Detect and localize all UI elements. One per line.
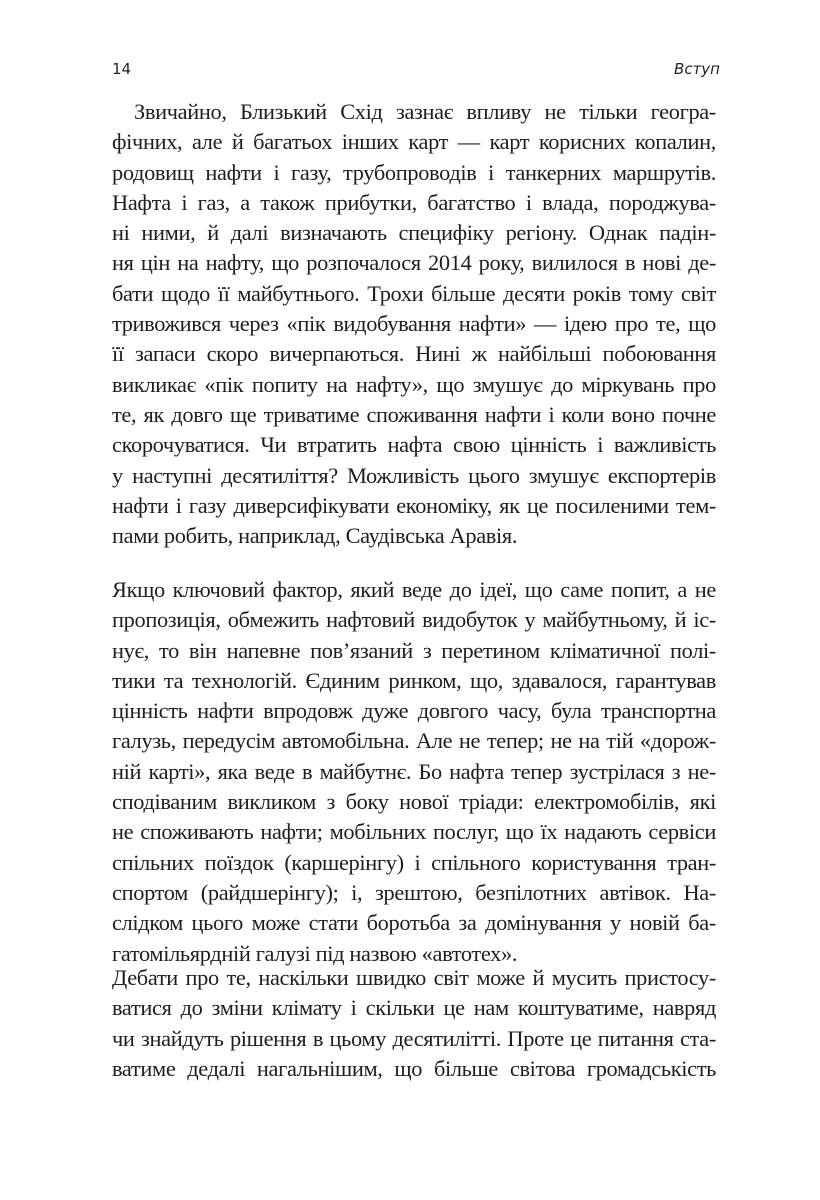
text-line: пропозиція, обмежить нафтовий видобуток у майбутньому, й іс- (112, 607, 716, 633)
text-line: Якщо ключовий фактор, який веде до ідеї, що саме попит, а не (112, 577, 716, 602)
text-line: сподіваним викликом з боку нової тріади: електромобілів, які (112, 789, 716, 815)
text-line: чи знайдуть рішення в цьому десятилітті. Проте це питання ста- (112, 1025, 716, 1051)
text-line: Дебати про те, наскільки швидко світ може й мусить пристосу- (112, 965, 716, 990)
text-line: цінність нафти впродовж дуже довгого часу, була транспортна (112, 698, 716, 724)
text-line: ватиме дедалі нагальнішим, що більше світова громадськість (112, 1055, 716, 1081)
text-line: нує, то він напевне пов’язаний з перетином кліматичної полі- (112, 637, 716, 663)
text-line: нафти і газу диверсифікувати економіку, як це посиленими тем- (112, 492, 716, 518)
text-line: ватися до зміни клімату і скільки це нам коштуватиме, навряд (112, 995, 716, 1021)
paragraph-1 (112, 97, 716, 551)
text-line: фічних, але й багатьох інших карт — карт корисних копалин, (112, 129, 716, 155)
text-line: Нафта і газ, а також прибутки, багатство і влада, породжува- (112, 189, 716, 215)
text-line: бати щодо її майбутнього. Трохи більше десяти років тому світ (112, 280, 716, 306)
text-line: пами робить, наприклад, Саудівська Аравія. (112, 523, 518, 549)
text-line: слідком цього може стати боротьба за домінування у новій ба- (112, 910, 716, 936)
text-line: спортом (райдшерінгу); і, зрештою, безпілотних автівок. На- (112, 879, 716, 905)
text-line: викликає «пік попиту на нафту», що змушує до міркувань про (112, 371, 716, 397)
text-line: скорочуватися. Чи втратить нафта свою цінність і важливість (112, 432, 716, 458)
text-line: те, як довго ще триватиме споживання нафти і коли воно почне (112, 401, 716, 427)
running-head: Вступ (674, 60, 720, 78)
page-header (112, 60, 720, 84)
text-line: гатомільярдній галузі під назвою «автотех». (112, 940, 518, 966)
text-line: ні ними, й далі визначають специфіку регіону. Однак падін- (112, 220, 716, 246)
paragraph-3 (112, 963, 716, 1084)
text-line: галузь, передусім автомобільна. Але не тепер; не на тій «дорож- (112, 728, 716, 754)
text-line: родовищ нафти і газу, трубопроводів і танкерних маршрутів. (112, 159, 716, 185)
text-line: її запаси скоро вичерпаються. Нині ж найбільші побоювання (112, 341, 716, 367)
text-line: ня цін на нафту, що розпочалося 2014 року, вилилося в нові де- (112, 250, 716, 276)
text-line: тривожився через «пік видобування нафти» — ідею про те, що (112, 311, 716, 337)
text-line: Звичайно, Близький Схід зазнає впливу не тільки геогра- (134, 99, 716, 124)
paragraph-2 (112, 575, 716, 969)
text-line: спільних поїздок (каршерінгу) і спільного користування тран- (112, 849, 716, 875)
page-number: 14 (112, 60, 132, 78)
text-line: не споживають нафти; мобільних послуг, що їх надають сервіси (112, 819, 716, 845)
text-line: тики та технологій. Єдиним ринком, що, здавалося, гарантував (112, 667, 716, 693)
text-line: ній карті», яка веде в майбутнє. Бо нафта тепер зустрілася з не- (112, 758, 716, 784)
text-line: у наступні десятиліття? Можливість цього змушує експортерів (112, 462, 716, 488)
